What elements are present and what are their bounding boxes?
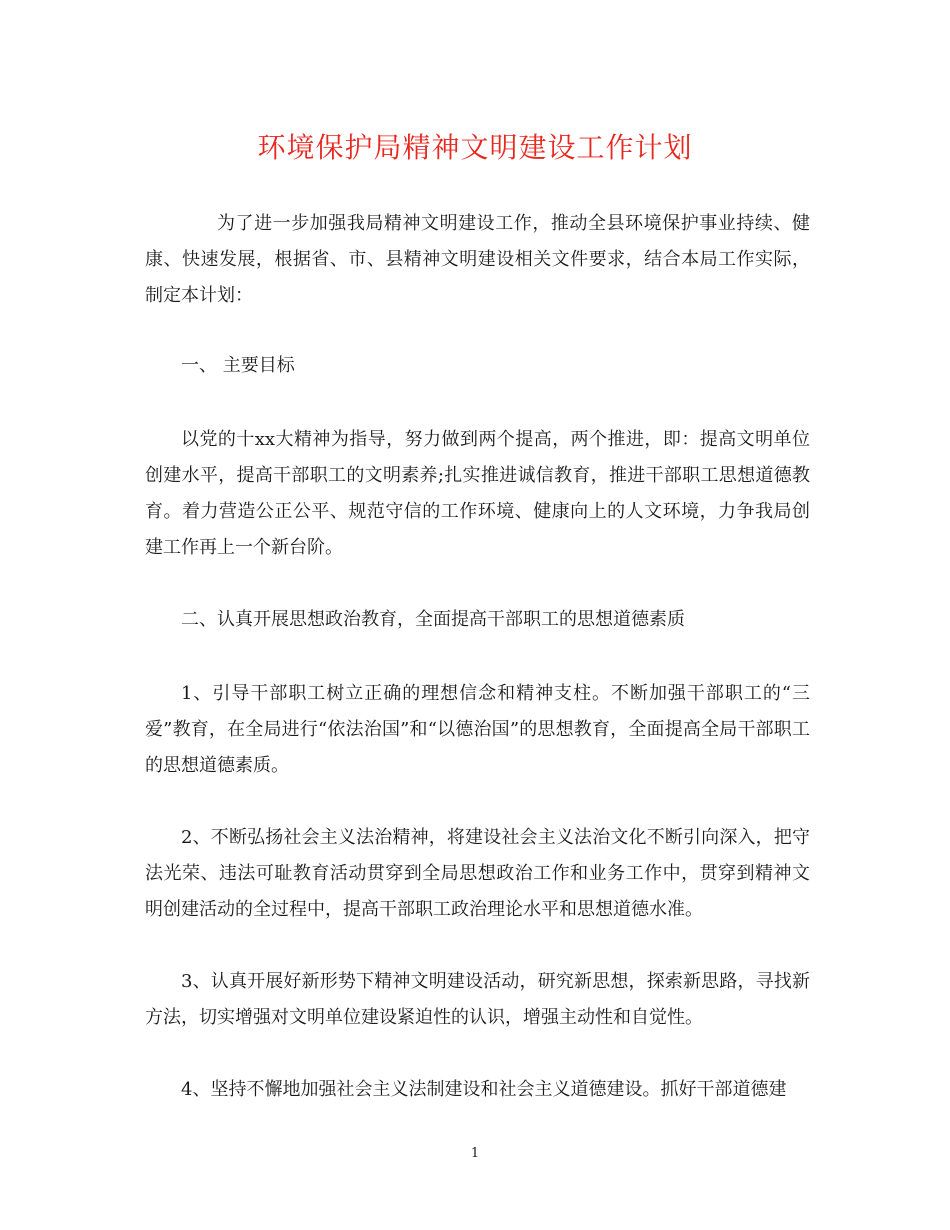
item-paragraph-1: 1、引导干部职工树立正确的理想信念和精神支柱。不断加强干部职工的“三爱”教育，在全局进行“依法治国”和“以德治国”的思想教育，全面提高全局干部职工的思想道德素质。 bbox=[145, 683, 810, 776]
item-paragraph-3: 3、认真开展好新形势下精神文明建设活动，研究新思想，探索新思路，寻找新方法，切实增强对文明单位建设紧迫性的认识，增强主动性和自觉性。 bbox=[145, 971, 810, 1028]
section-heading-1: 一、 主要目标 bbox=[181, 355, 295, 376]
document-title: 环境保护局精神文明建设工作计划 bbox=[257, 131, 693, 164]
intro-paragraph: 为了进一步加强我局精神文明建设工作，推动全县环境保护事业持续、健康、快速发展，根据省、市、县精神文明建设相关文件要求，结合本局工作实际，制定本计划： bbox=[145, 213, 810, 306]
page-number: 1 bbox=[470, 1146, 480, 1161]
section-heading-2: 二、认真开展思想政治教育，全面提高干部职工的思想道德素质 bbox=[181, 609, 685, 630]
goal-paragraph: 以党的十xx大精神为指导，努力做到两个提高，两个推进，即：提高文明单位创建水平，提高干部职工的文明素养;扎实推进诚信教育，推进干部职工思想道德教育。着力营造公正公平、规范守信的工作环境、健康向上的人文环境，力争我局创建工作再上一个新台阶。 bbox=[145, 429, 810, 558]
item-paragraph-2: 2、不断弘扬社会主义法治精神，将建设社会主义法治文化不断引向深入，把守法光荣、违法可耻教育活动贯穿到全局思想政治工作和业务工作中，贯穿到精神文明创建活动的全过程中，提高干部职工政治理论水平和思想道德水准。 bbox=[145, 827, 810, 920]
item-paragraph-4: 4、坚持不懈地加强社会主义法制建设和社会主义道德建设。抓好干部道德建 bbox=[181, 1079, 787, 1100]
